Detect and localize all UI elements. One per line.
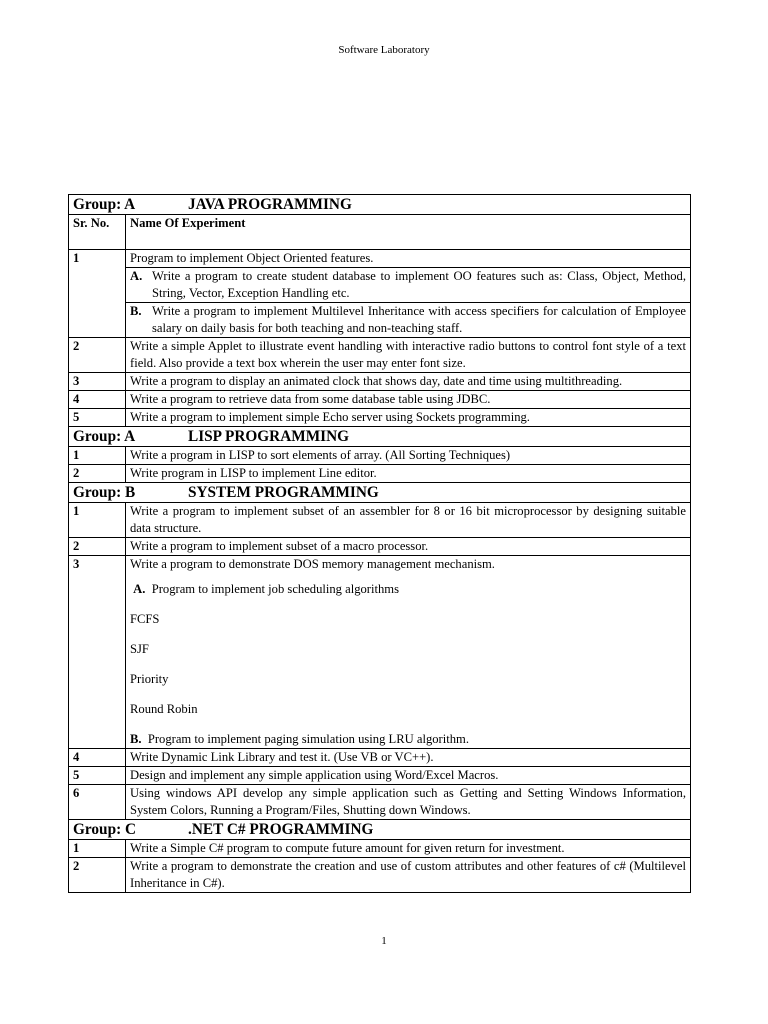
table-row [69,338,691,373]
experiment-text: Write Dynamic Link Library and test it. (Use VB or VC++). [126,749,691,767]
sr-no: 1 [69,250,126,338]
experiment-text: Write a program to demonstrate DOS memory management mechanism. [130,557,495,571]
group-title: JAVA PROGRAMMING [188,196,352,213]
sub-text: Program to implement job scheduling algorithms [151,582,399,596]
sr-no: 2 [69,538,126,556]
table-row [69,373,691,391]
sub-text: Write a program to implement Multilevel Inheritance with access specifiers for calculation of Employee salary on daily basis for both teaching and non-teaching staff. [152,304,686,335]
experiment-text: Write a program to implement subset of an assembler for 8 or 16 bit microprocessor by designing suitable data structure. [126,503,691,538]
table-row [69,303,691,338]
experiment-text: Write a program in LISP to sort elements of array. (All Sorting Techniques) [126,447,691,465]
experiment-table [68,194,691,893]
experiment-text: Write program in LISP to implement Line editor. [126,465,691,483]
experiment-text: Program to implement Object Oriented features. [126,250,691,268]
table-row [69,250,691,268]
sr-no: 1 [69,447,126,465]
page-number: 1 [381,935,387,947]
table-row [69,556,691,749]
group-label: Group: A [73,428,136,445]
algorithm-item: FCFS [130,612,160,626]
algorithm-item: Priority [130,672,169,686]
sub-experiment [130,725,686,748]
table-row [69,391,691,409]
experiment-text: Write a Simple C# program to compute future amount for given return for investment. [126,840,691,858]
group-header-system [69,483,691,503]
group-title: SYSTEM PROGRAMMING [188,484,379,501]
sub-experiment [130,268,686,302]
sr-no: 2 [69,338,126,373]
experiment-text: Write a program to retrieve data from some database table using JDBC. [126,391,691,409]
group-label: Group: B [73,484,136,501]
page-header: Software Laboratory [338,44,430,56]
col-header-sr-no: Sr. No. [69,215,126,250]
sr-no: 3 [69,373,126,391]
table-row [69,785,691,820]
table-row [69,767,691,785]
experiment-text: Write a simple Applet to illustrate event handling with interactive radio buttons to control font style of a text field. Also provide a text box wherein the user may enter font size. [126,338,691,373]
table-row [69,465,691,483]
group-title: LISP PROGRAMMING [188,428,350,445]
table-row [69,503,691,538]
experiment-text: Write a program to display an animated clock that shows day, date and time using multithreading. [126,373,691,391]
experiment-text: Write a program to implement subset of a macro processor. [126,538,691,556]
group-title: .NET C# PROGRAMMING [188,821,374,838]
column-header-row [69,215,691,250]
sr-no: 5 [69,409,126,427]
table-row [69,840,691,858]
sub-mark: A. [130,269,143,283]
experiment-text: Design and implement any simple application using Word/Excel Macros. [126,767,691,785]
table-row [69,749,691,767]
sub-mark: B. [130,732,142,746]
group-label: Group: C [73,821,137,838]
sub-experiment [130,573,686,605]
table-row [69,409,691,427]
sub-text: Program to implement paging simulation using LRU algorithm. [147,732,469,746]
sr-no: 5 [69,767,126,785]
sr-no: 2 [69,858,126,893]
sr-no: 3 [69,556,126,749]
sr-no: 4 [69,749,126,767]
experiment-text: Using windows API develop any simple application such as Getting and Setting Windows Information, System Colors, Running a Program/Files, Shutting down Windows. [126,785,691,820]
sub-mark: A. [133,582,146,596]
experiment-text: Write a program to demonstrate the creation and use of custom attributes and other features of c# (Multilevel Inheritance in C#). [126,858,691,893]
table-row [69,268,691,303]
sr-no: 1 [69,840,126,858]
sub-text: Write a program to create student database to implement OO features such as: Class, Object, Method, String, Vector, Exception Handling etc. [152,269,686,300]
group-header-lisp [69,427,691,447]
sr-no: 2 [69,465,126,483]
sr-no: 1 [69,503,126,538]
sub-mark: B. [130,304,142,318]
experiment-text: Write a program to implement simple Echo server using Sockets programming. [126,409,691,427]
sr-no: 4 [69,391,126,409]
sub-experiment [130,303,686,337]
sr-no: 6 [69,785,126,820]
table-row [69,858,691,893]
algorithm-item: Round Robin [130,702,198,716]
group-header-dotnet [69,820,691,840]
col-header-experiment: Name Of Experiment [126,215,691,250]
group-header-java [69,195,691,215]
algorithm-item: SJF [130,642,149,656]
group-label: Group: A [73,196,136,213]
table-row [69,447,691,465]
table-row [69,538,691,556]
